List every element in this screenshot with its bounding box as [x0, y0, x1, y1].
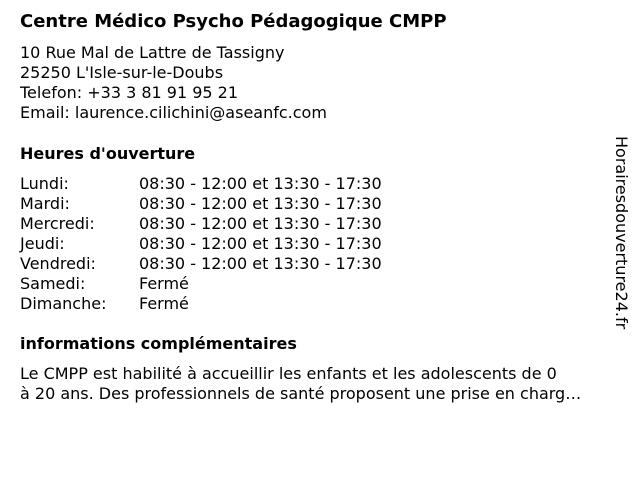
day-label: Mercredi: — [20, 214, 95, 233]
day-hours: 08:30 - 12:00 et 13:30 - 17:30 — [139, 234, 382, 253]
email-address: Email: laurence.cilichini@aseanfc.com — [20, 103, 327, 122]
phone-number: Telefon: +33 3 81 91 95 21 — [20, 83, 239, 102]
address-block — [20, 43, 327, 123]
day-hours: 08:30 - 12:00 et 13:30 - 17:30 — [139, 194, 382, 213]
page-title: Centre Médico Psycho Pédagogique CMPP — [20, 11, 447, 32]
day-label: Lundi: — [20, 174, 69, 193]
hours-heading: Heures d'ouverture — [20, 144, 196, 163]
day-label: Dimanche: — [20, 294, 107, 313]
address-city: 25250 L'Isle-sur-le-Doubs — [20, 63, 224, 82]
day-label: Samedi: — [20, 274, 86, 293]
address-street: 10 Rue Mal de Lattre de Tassigny — [20, 43, 285, 62]
site-watermark: Horairesdouverture24.fr — [612, 136, 631, 330]
day-hours: 08:30 - 12:00 et 13:30 - 17:30 — [139, 214, 382, 233]
day-label: Mardi: — [20, 194, 70, 213]
info-heading: informations complémentaires — [20, 334, 297, 353]
day-hours: Fermé — [139, 274, 189, 293]
day-label: Jeudi: — [20, 234, 65, 253]
info-line-2: à 20 ans. Des professionnels de santé proposent une prise en charg… — [20, 384, 582, 403]
day-hours: 08:30 - 12:00 et 13:30 - 17:30 — [139, 254, 382, 273]
info-line-1: Le CMPP est habilité à accueillir les enfants et les adolescents de 0 — [20, 364, 557, 383]
info-text — [20, 364, 630, 404]
day-hours: Fermé — [139, 294, 189, 313]
day-hours: 08:30 - 12:00 et 13:30 - 17:30 — [139, 174, 382, 193]
day-label: Vendredi: — [20, 254, 96, 273]
